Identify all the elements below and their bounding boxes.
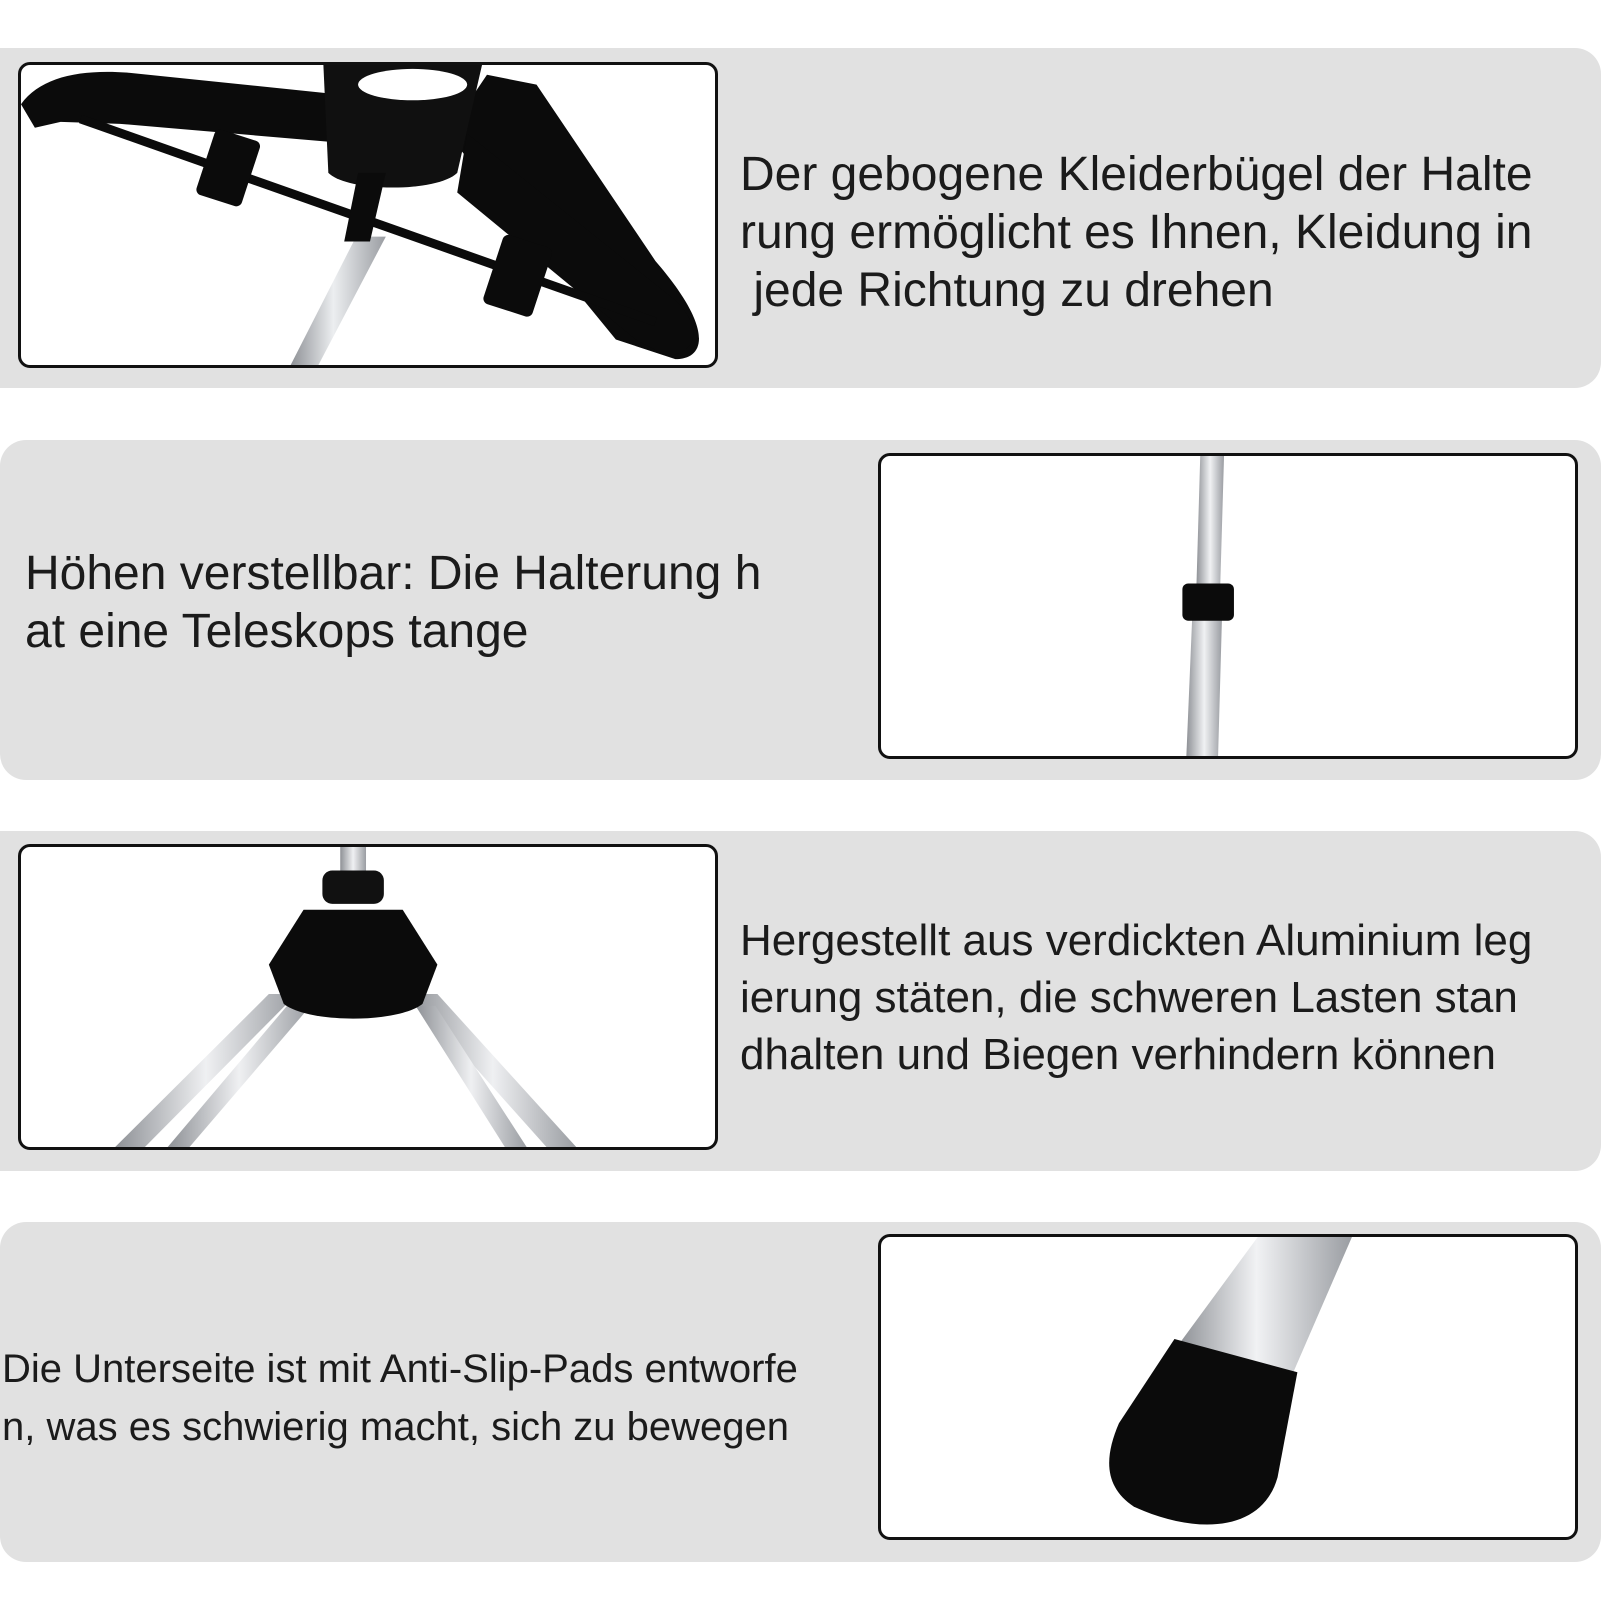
tripod-description: [740, 912, 1532, 1083]
hanger-icon: [21, 65, 715, 365]
text-line: Hergestellt aus verdickten Aluminium leg: [740, 916, 1533, 965]
text-line: dhalten und Biegen verhindern können: [740, 1030, 1496, 1079]
hanger-image: [18, 62, 718, 368]
text-line: rung ermöglicht es Ihnen, Kleidung in: [740, 206, 1533, 259]
anti-slip-description: [2, 1340, 798, 1456]
telescopic-pole-image: [878, 453, 1578, 759]
text-line: Der gebogene Kleiderbügel der Halte: [740, 148, 1533, 201]
telescopic-description: [25, 545, 761, 661]
text-line: jede Richtung zu drehen: [740, 264, 1274, 317]
text-line: Höhen verstellbar: Die Halterung h: [25, 547, 762, 600]
tripod-base-image: [18, 844, 718, 1150]
text-line: n, was es schwierig macht, sich zu bewegen: [2, 1405, 790, 1449]
anti-slip-foot-icon: [881, 1237, 1575, 1537]
hanger-description: [740, 146, 1533, 320]
telescopic-pole-icon: [881, 456, 1575, 756]
tripod-base-icon: [21, 847, 715, 1147]
anti-slip-foot-image: [878, 1234, 1578, 1540]
text-line: at eine Teleskops tange: [25, 605, 529, 658]
text-line: ierung stäten, die schweren Lasten stan: [740, 973, 1518, 1022]
text-line: Die Unterseite ist mit Anti-Slip-Pads entworfe: [2, 1347, 798, 1391]
